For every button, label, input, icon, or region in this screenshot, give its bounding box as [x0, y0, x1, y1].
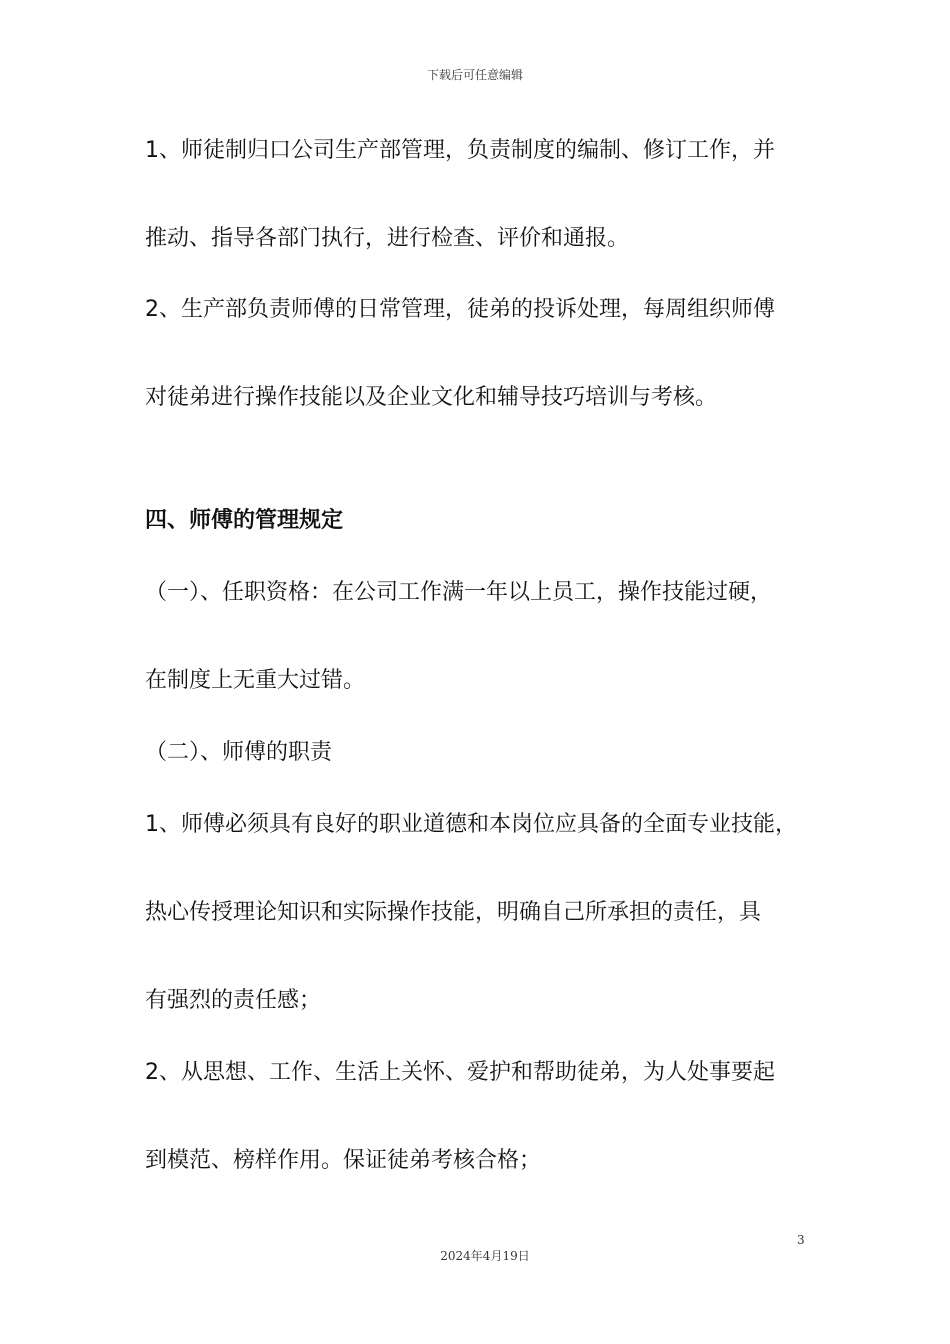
- paragraph-line-12: 2、从思想、工作、生活上关怀、爱护和帮助徒弟，为人处事要起: [145, 1060, 775, 1085]
- page-number: 3: [797, 1233, 805, 1247]
- paragraph-line-3: 2、生产部负责师傅的日常管理，徒弟的投诉处理，每周组织师傅: [145, 297, 775, 322]
- page-header: 下载后可任意编辑: [426, 68, 523, 82]
- paragraph-line-11: 有强烈的责任感；: [145, 988, 322, 1013]
- footer-date: 2024年4月19日: [440, 1249, 530, 1263]
- paragraph-line-7: 在制度上无重大过错。: [145, 668, 366, 693]
- paragraph-line-10: 热心传授理论知识和实际操作技能，明确自己所承担的责任，具: [145, 900, 762, 925]
- paragraph-line-9: 1、师傅必须具有良好的职业道德和本岗位应具备的全面专业技能，: [145, 812, 797, 837]
- paragraph-line-6: （一）、任职资格：在公司工作满一年以上员工，操作技能过硬，: [145, 580, 773, 605]
- paragraph-line-2: 推动、指导各部门执行，进行检查、评价和通报。: [145, 226, 630, 251]
- subsection-heading: （二）、师傅的职责: [145, 740, 333, 765]
- section-heading: 四、师傅的管理规定: [145, 508, 344, 533]
- paragraph-line-4: 对徒弟进行操作技能以及企业文化和辅导技巧培训与考核。: [145, 385, 718, 410]
- paragraph-line-1: 1、师徒制归口公司生产部管理，负责制度的编制、修订工作，并: [145, 138, 775, 163]
- paragraph-line-13: 到模范、榜样作用。保证徒弟考核合格；: [145, 1148, 542, 1173]
